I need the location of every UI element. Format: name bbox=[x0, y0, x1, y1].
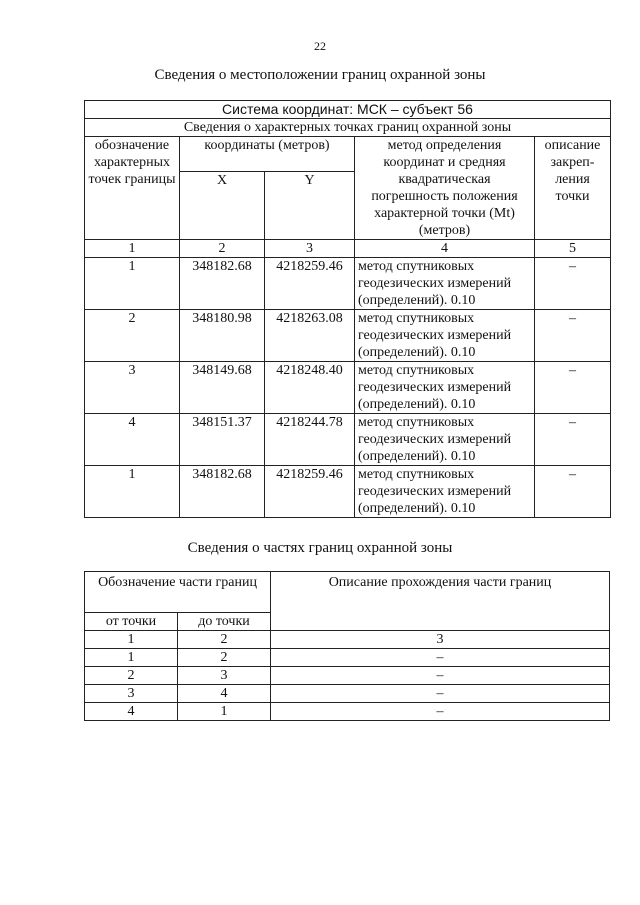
column-number: 3 bbox=[271, 631, 610, 649]
from-point: 4 bbox=[85, 703, 178, 721]
column-number: 1 bbox=[85, 631, 178, 649]
table-row bbox=[85, 310, 611, 362]
coord-y: 4218244.78 bbox=[265, 414, 355, 466]
header-coordinates: координаты (метров) bbox=[180, 137, 355, 172]
from-point: 1 bbox=[85, 649, 178, 667]
header-designation: обозначение характерных точек границы bbox=[85, 137, 180, 240]
part-description: – bbox=[271, 667, 610, 685]
column-number: 2 bbox=[180, 240, 265, 258]
to-point: 2 bbox=[178, 649, 271, 667]
point-description: – bbox=[535, 258, 611, 310]
header-method: метод определения координат и средняя квадратическая погрешность положения характерной точки (Mt) (метров) bbox=[355, 137, 535, 240]
table-row bbox=[85, 685, 610, 703]
coord-y: 4218259.46 bbox=[265, 466, 355, 518]
coordinate-system-label: Система координат: МСК – субъект 56 bbox=[85, 101, 611, 119]
header-y: Y bbox=[265, 172, 355, 240]
coord-x: 348149.68 bbox=[180, 362, 265, 414]
point-description: – bbox=[535, 466, 611, 518]
coord-x: 348180.98 bbox=[180, 310, 265, 362]
point-id: 1 bbox=[85, 466, 180, 518]
header-to-point: до точки bbox=[178, 613, 271, 631]
part-description: – bbox=[271, 703, 610, 721]
column-number: 4 bbox=[355, 240, 535, 258]
method-text: метод спутниковых геодезических измерений (определений). 0.10 bbox=[355, 414, 535, 466]
point-description: – bbox=[535, 362, 611, 414]
header-description: описание закреп-ления точки bbox=[535, 137, 611, 240]
point-description: – bbox=[535, 414, 611, 466]
table-row bbox=[85, 649, 610, 667]
header-part-designation: Обозначение части границ bbox=[85, 572, 271, 613]
boundary-points-table bbox=[84, 100, 611, 518]
header-from-point: от точки bbox=[85, 613, 178, 631]
coord-y: 4218259.46 bbox=[265, 258, 355, 310]
table-row bbox=[85, 362, 611, 414]
point-id: 2 bbox=[85, 310, 180, 362]
table-row bbox=[85, 703, 610, 721]
table-row bbox=[85, 414, 611, 466]
table-row bbox=[85, 667, 610, 685]
page-number: 22 bbox=[314, 39, 326, 53]
method-text: метод спутниковых геодезических измерений (определений). 0.10 bbox=[355, 466, 535, 518]
section-title-boundaries: Сведения о местоположении границ охранной зоны bbox=[154, 67, 486, 83]
header-x: X bbox=[180, 172, 265, 240]
point-id: 4 bbox=[85, 414, 180, 466]
table-row bbox=[85, 258, 611, 310]
coord-y: 4218248.40 bbox=[265, 362, 355, 414]
to-point: 3 bbox=[178, 667, 271, 685]
to-point: 4 bbox=[178, 685, 271, 703]
coord-x: 348182.68 bbox=[180, 258, 265, 310]
table-row bbox=[85, 466, 611, 518]
point-description: – bbox=[535, 310, 611, 362]
part-description: – bbox=[271, 649, 610, 667]
column-number: 2 bbox=[178, 631, 271, 649]
coord-x: 348182.68 bbox=[180, 466, 265, 518]
from-point: 2 bbox=[85, 667, 178, 685]
to-point: 1 bbox=[178, 703, 271, 721]
method-text: метод спутниковых геодезических измерений (определений). 0.10 bbox=[355, 310, 535, 362]
part-description: – bbox=[271, 685, 610, 703]
points-subtitle: Сведения о характерных точках границ охранной зоны bbox=[85, 119, 611, 137]
from-point: 3 bbox=[85, 685, 178, 703]
coord-x: 348151.37 bbox=[180, 414, 265, 466]
header-part-description: Описание прохождения части границ bbox=[271, 572, 610, 631]
point-id: 3 bbox=[85, 362, 180, 414]
section-title-boundary-parts: Сведения о частях границ охранной зоны bbox=[187, 540, 453, 556]
boundary-parts-table bbox=[84, 571, 610, 721]
column-number: 5 bbox=[535, 240, 611, 258]
column-number: 3 bbox=[265, 240, 355, 258]
coord-y: 4218263.08 bbox=[265, 310, 355, 362]
method-text: метод спутниковых геодезических измерений (определений). 0.10 bbox=[355, 362, 535, 414]
point-id: 1 bbox=[85, 258, 180, 310]
method-text: метод спутниковых геодезических измерений (определений). 0.10 bbox=[355, 258, 535, 310]
column-number: 1 bbox=[85, 240, 180, 258]
